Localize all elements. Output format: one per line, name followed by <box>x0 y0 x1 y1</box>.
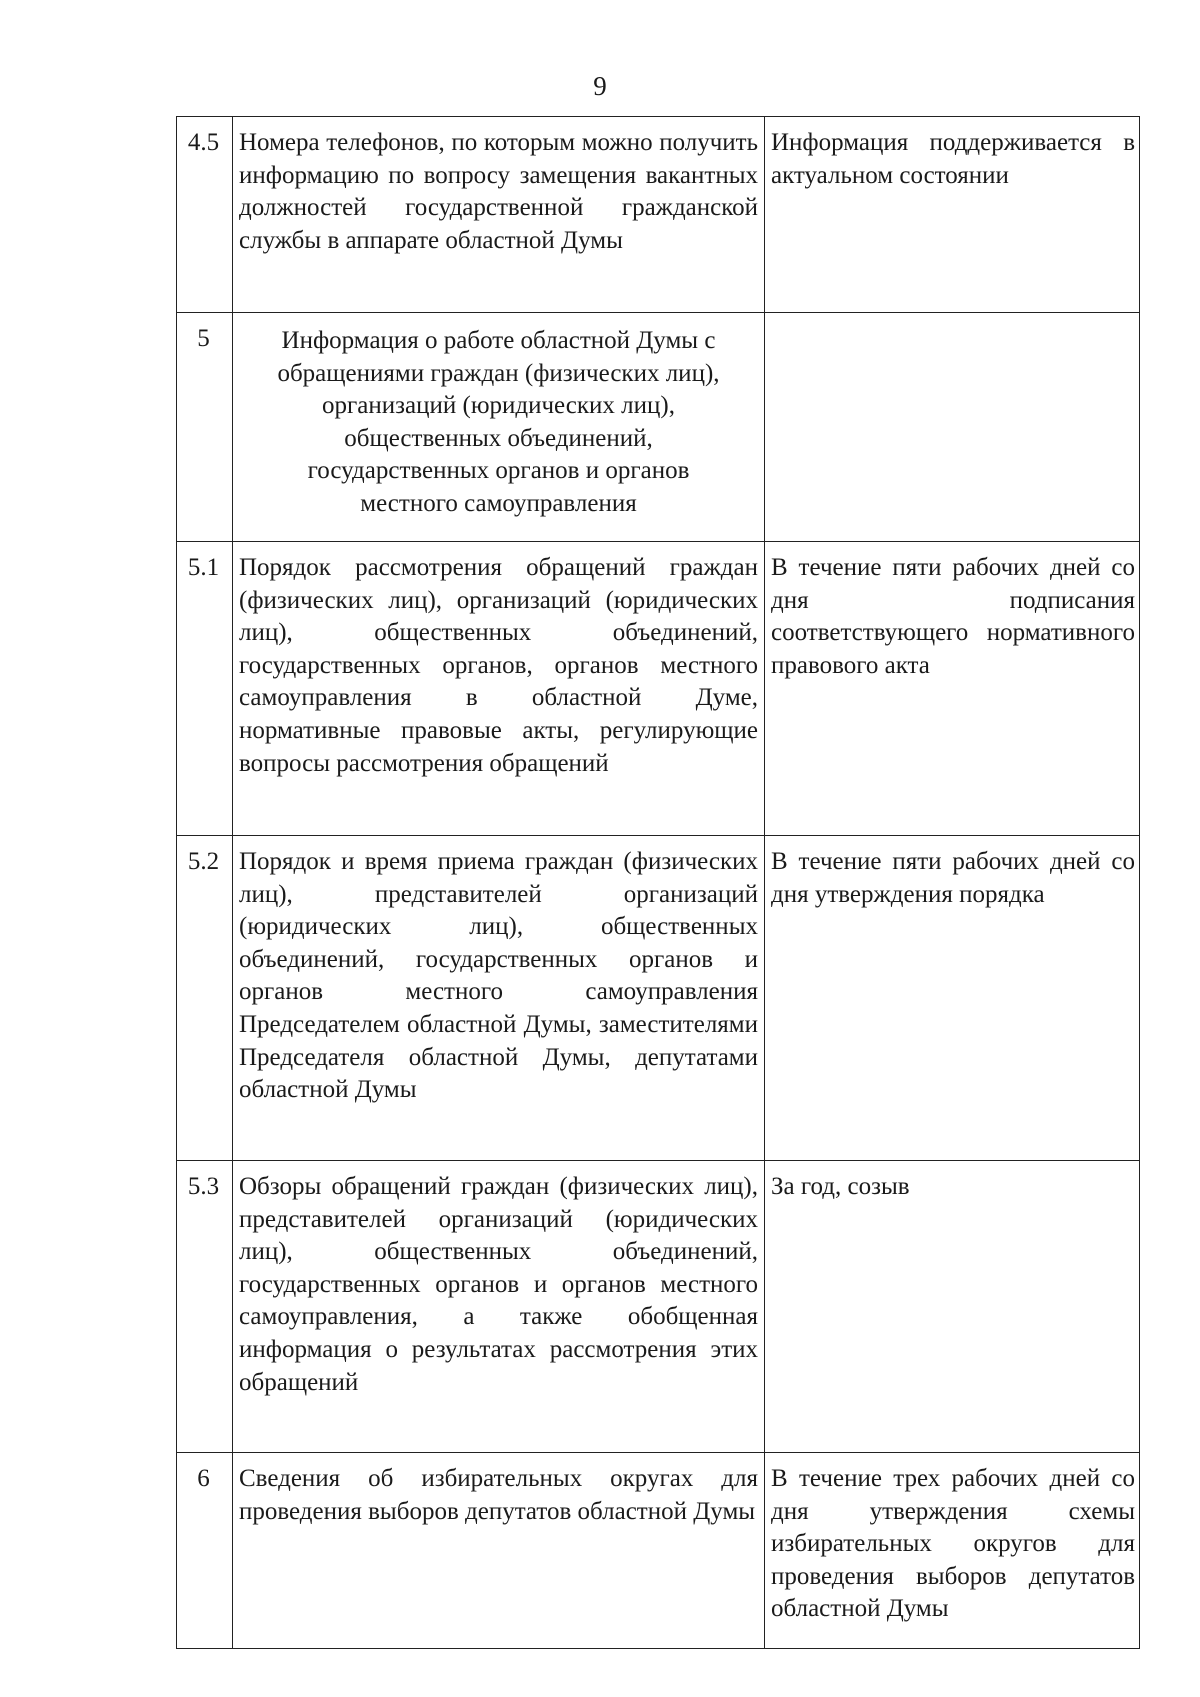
item-term: В течение трех рабочих дней со дня утверждения схемы избирательных округов для проведения выборов депутатов областной Думы <box>765 1453 1140 1649</box>
table-row <box>177 836 1140 1161</box>
item-number: 5.2 <box>177 836 233 1161</box>
item-description: Обзоры обращений граждан (физических лиц), представителей организаций (юридических лиц), общественных объединений, государственных органов и органов местного самоуправления, а также обобщенная информация о результатах рассмотрения этих обращений <box>233 1161 765 1453</box>
table-row <box>177 542 1140 836</box>
item-description: Порядок и время приема граждан (физических лиц), представителей организаций (юридических лиц), общественных объединений, государственных органов и органов местного самоуправления Председателем областной Думы, заместителями Председателя областной Думы, депутатами областной Думы <box>233 836 765 1161</box>
item-description: Номера телефонов, по которым можно получить информацию по вопросу замещения вакантных должностей государственной гражданской службы в аппарате областной Думы <box>233 117 765 313</box>
information-table <box>176 116 1140 1649</box>
item-term: В течение пяти рабочих дней со дня подписания соответствующего нормативного правового акта <box>765 542 1140 836</box>
item-term: В течение пяти рабочих дней со дня утверждения порядка <box>765 836 1140 1161</box>
item-number: 6 <box>177 1453 233 1649</box>
page-number: 9 <box>593 71 607 101</box>
section-heading: Информация о работе областной Думы с обращениями граждан (физических лиц), организаций (юридических лиц), общественных объединений, государственных органов и органов местного самоуправления <box>233 313 765 542</box>
item-number: 5 <box>177 313 233 542</box>
item-description: Порядок рассмотрения обращений граждан (физических лиц), организаций (юридических лиц), общественных объединений, государственных органов, органов местного самоуправления в областной Думе, нормативные правовые акты, регулирующие вопросы рассмотрения обращений <box>233 542 765 836</box>
table-row <box>177 1161 1140 1453</box>
table-row <box>177 117 1140 313</box>
item-term <box>765 313 1140 542</box>
item-number: 4.5 <box>177 117 233 313</box>
table-row <box>177 1453 1140 1649</box>
item-number: 5.1 <box>177 542 233 836</box>
item-number: 5.3 <box>177 1161 233 1453</box>
item-term: За год, созыв <box>765 1161 1140 1453</box>
item-description: Сведения об избирательных округах для проведения выборов депутатов областной Думы <box>233 1453 765 1649</box>
table-section-row <box>177 313 1140 542</box>
item-term: Информация поддерживается в актуальном состоянии <box>765 117 1140 313</box>
